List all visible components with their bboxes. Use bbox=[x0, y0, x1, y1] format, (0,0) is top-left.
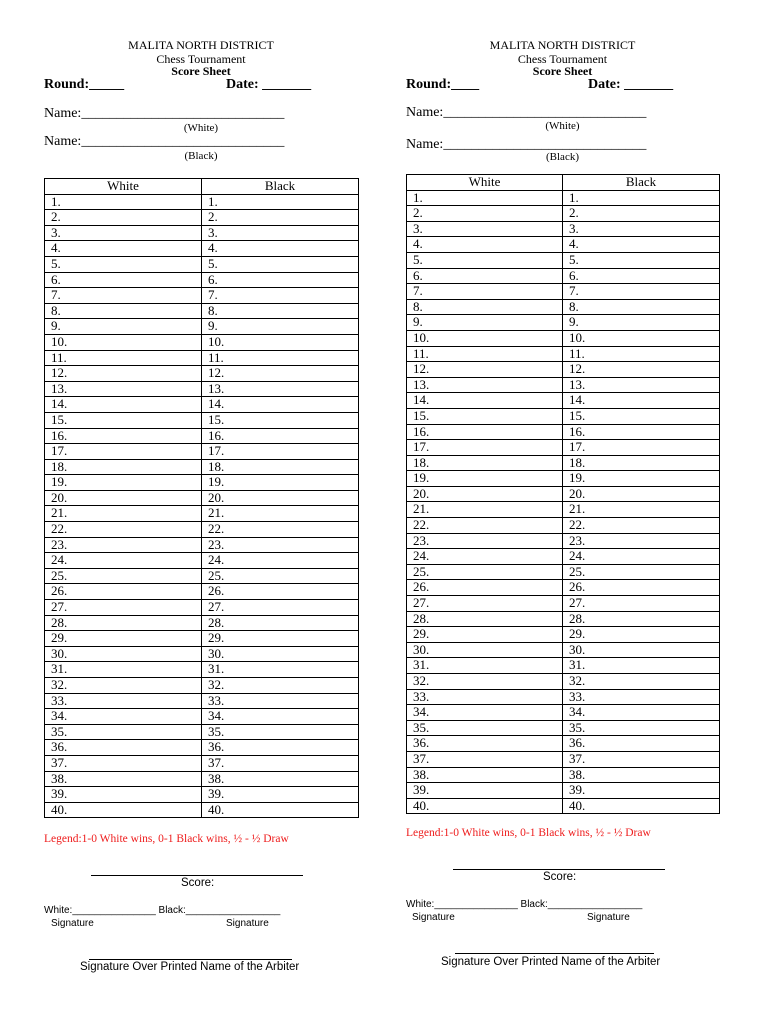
move-row bbox=[45, 334, 359, 350]
black-move-cell[interactable]: 3. bbox=[563, 221, 720, 237]
black-move-cell[interactable]: 1. bbox=[202, 194, 359, 210]
move-row bbox=[407, 611, 720, 627]
white-move-cell[interactable]: 24. bbox=[45, 553, 202, 569]
move-row bbox=[45, 771, 359, 787]
black-move-cell[interactable]: 14. bbox=[563, 393, 720, 409]
move-row bbox=[407, 237, 720, 253]
move-row bbox=[45, 802, 359, 818]
score-label: Score: bbox=[543, 871, 577, 883]
black-move-cell[interactable]: 40. bbox=[563, 798, 720, 814]
white-caption: (White) bbox=[183, 122, 219, 134]
black-move-cell[interactable]: 36. bbox=[563, 736, 720, 752]
arbiter-label: Signature Over Printed Name of the Arbiter bbox=[441, 956, 661, 968]
black-column-header: Black bbox=[563, 175, 720, 191]
move-row bbox=[45, 288, 359, 304]
black-move-cell[interactable]: 30. bbox=[202, 646, 359, 662]
move-row bbox=[45, 397, 359, 413]
black-caption: (Black) bbox=[546, 151, 579, 163]
black-move-cell[interactable]: 22. bbox=[563, 518, 720, 534]
round-field[interactable]: Round:_____ bbox=[44, 77, 125, 92]
black-move-cell[interactable]: 20. bbox=[202, 490, 359, 506]
white-move-cell[interactable]: 34. bbox=[407, 705, 563, 721]
white-signature-caption: Signature bbox=[51, 918, 94, 929]
white-move-cell[interactable]: 35. bbox=[45, 724, 202, 740]
move-row bbox=[407, 751, 720, 767]
move-row bbox=[407, 642, 720, 658]
black-move-cell[interactable]: 13. bbox=[563, 377, 720, 393]
move-row bbox=[45, 350, 359, 366]
black-move-cell[interactable]: 7. bbox=[202, 288, 359, 304]
score-line[interactable] bbox=[91, 875, 303, 876]
move-row bbox=[407, 455, 720, 471]
black-move-cell[interactable]: 10. bbox=[202, 334, 359, 350]
event-heading: Chess Tournament bbox=[156, 52, 246, 66]
white-move-cell[interactable]: 36. bbox=[45, 740, 202, 756]
move-row bbox=[45, 600, 359, 616]
move-row bbox=[407, 377, 720, 393]
move-row bbox=[45, 444, 359, 460]
move-row bbox=[45, 631, 359, 647]
white-move-cell[interactable]: 14. bbox=[45, 397, 202, 413]
move-row bbox=[407, 206, 720, 222]
arbiter-label: Signature Over Printed Name of the Arbiter bbox=[80, 961, 300, 973]
move-row bbox=[407, 471, 720, 487]
black-move-cell[interactable]: 18. bbox=[202, 459, 359, 475]
black-move-cell[interactable]: 20. bbox=[563, 486, 720, 502]
white-name-field[interactable]: Name:_____________________________ bbox=[44, 106, 285, 121]
black-move-cell[interactable]: 35. bbox=[202, 724, 359, 740]
move-row bbox=[45, 506, 359, 522]
white-move-cell[interactable]: 32. bbox=[407, 674, 563, 690]
white-move-cell[interactable]: 27. bbox=[407, 596, 563, 612]
white-move-cell[interactable]: 29. bbox=[407, 627, 563, 643]
black-move-cell[interactable]: 38. bbox=[563, 767, 720, 783]
move-row bbox=[45, 381, 359, 397]
black-move-cell[interactable]: 17. bbox=[563, 440, 720, 456]
black-move-cell[interactable]: 21. bbox=[202, 506, 359, 522]
moves-table-body bbox=[407, 190, 720, 814]
white-move-cell[interactable]: 39. bbox=[407, 783, 563, 799]
white-move-cell[interactable]: 4. bbox=[45, 241, 202, 257]
black-move-cell[interactable]: 37. bbox=[563, 751, 720, 767]
white-move-cell[interactable]: 32. bbox=[45, 678, 202, 694]
black-move-cell[interactable]: 11. bbox=[563, 346, 720, 362]
black-move-cell[interactable]: 32. bbox=[202, 678, 359, 694]
move-row bbox=[45, 553, 359, 569]
score-line[interactable] bbox=[453, 869, 665, 870]
white-move-cell[interactable]: 31. bbox=[407, 658, 563, 674]
black-move-cell[interactable]: 14. bbox=[202, 397, 359, 413]
white-move-cell[interactable]: 21. bbox=[45, 506, 202, 522]
black-move-cell[interactable]: 8. bbox=[563, 299, 720, 315]
black-move-cell[interactable]: 38. bbox=[202, 771, 359, 787]
moves-table bbox=[44, 178, 359, 818]
white-move-cell[interactable]: 1. bbox=[45, 194, 202, 210]
white-move-cell[interactable]: 10. bbox=[407, 330, 563, 346]
black-move-cell[interactable]: 28. bbox=[563, 611, 720, 627]
moves-table bbox=[406, 174, 720, 814]
white-move-cell[interactable]: 28. bbox=[45, 615, 202, 631]
move-row bbox=[407, 689, 720, 705]
move-row bbox=[45, 693, 359, 709]
white-move-cell[interactable]: 33. bbox=[45, 693, 202, 709]
black-move-cell[interactable]: 26. bbox=[563, 580, 720, 596]
black-move-cell[interactable]: 31. bbox=[202, 662, 359, 678]
black-move-cell[interactable]: 4. bbox=[563, 237, 720, 253]
move-row bbox=[45, 256, 359, 272]
round-field[interactable]: Round:____ bbox=[406, 77, 480, 92]
move-row bbox=[407, 190, 720, 206]
white-move-cell[interactable]: 40. bbox=[45, 802, 202, 818]
black-move-cell[interactable]: 23. bbox=[202, 537, 359, 553]
black-move-cell[interactable]: 23. bbox=[563, 533, 720, 549]
move-row bbox=[407, 252, 720, 268]
move-row bbox=[45, 787, 359, 803]
move-row bbox=[45, 490, 359, 506]
move-row bbox=[45, 428, 359, 444]
move-row bbox=[45, 475, 359, 491]
white-move-cell[interactable]: 27. bbox=[45, 600, 202, 616]
white-column-header: White bbox=[407, 175, 563, 191]
white-move-cell[interactable]: 34. bbox=[45, 709, 202, 725]
white-move-cell[interactable]: 23. bbox=[407, 533, 563, 549]
white-move-cell[interactable]: 25. bbox=[407, 564, 563, 580]
move-row bbox=[45, 615, 359, 631]
white-move-cell[interactable]: 23. bbox=[45, 537, 202, 553]
district-heading: MALITA NORTH DISTRICT bbox=[128, 38, 274, 52]
white-move-cell[interactable]: 40. bbox=[407, 798, 563, 814]
white-move-cell[interactable]: 8. bbox=[45, 303, 202, 319]
black-move-cell[interactable]: 12. bbox=[202, 366, 359, 382]
move-row bbox=[407, 674, 720, 690]
move-row bbox=[45, 194, 359, 210]
move-row bbox=[407, 580, 720, 596]
white-move-cell[interactable]: 5. bbox=[45, 256, 202, 272]
white-move-cell[interactable]: 12. bbox=[45, 366, 202, 382]
arbiter-signature-line[interactable] bbox=[89, 959, 292, 960]
move-row bbox=[407, 502, 720, 518]
black-move-cell[interactable]: 25. bbox=[563, 564, 720, 580]
black-move-cell[interactable]: 32. bbox=[563, 674, 720, 690]
white-move-cell[interactable]: 26. bbox=[407, 580, 563, 596]
white-move-cell[interactable]: 20. bbox=[45, 490, 202, 506]
black-move-cell[interactable]: 16. bbox=[202, 428, 359, 444]
move-row bbox=[407, 783, 720, 799]
white-move-cell[interactable]: 37. bbox=[45, 755, 202, 771]
black-move-cell[interactable]: 12. bbox=[563, 362, 720, 378]
black-move-cell[interactable]: 6. bbox=[202, 272, 359, 288]
move-row bbox=[407, 767, 720, 783]
black-move-cell[interactable]: 26. bbox=[202, 584, 359, 600]
move-row bbox=[45, 584, 359, 600]
white-move-cell[interactable]: 25. bbox=[45, 568, 202, 584]
move-row bbox=[407, 330, 720, 346]
signature-row[interactable]: White:_______________ Black:_________________ bbox=[44, 905, 281, 916]
black-move-cell[interactable]: 29. bbox=[563, 627, 720, 643]
black-move-cell[interactable]: 37. bbox=[202, 755, 359, 771]
move-row bbox=[45, 568, 359, 584]
black-signature-caption: Signature bbox=[226, 918, 269, 929]
white-move-cell[interactable]: 18. bbox=[407, 455, 563, 471]
arbiter-signature-line[interactable] bbox=[455, 953, 654, 954]
white-move-cell[interactable]: 19. bbox=[407, 471, 563, 487]
white-move-cell[interactable]: 2. bbox=[45, 210, 202, 226]
move-row bbox=[45, 241, 359, 257]
white-move-cell[interactable]: 33. bbox=[407, 689, 563, 705]
move-row bbox=[45, 740, 359, 756]
white-move-cell[interactable]: 12. bbox=[407, 362, 563, 378]
black-move-cell[interactable]: 29. bbox=[202, 631, 359, 647]
white-move-cell[interactable]: 2. bbox=[407, 206, 563, 222]
move-row bbox=[407, 798, 720, 814]
white-move-cell[interactable]: 37. bbox=[407, 751, 563, 767]
move-row bbox=[407, 346, 720, 362]
move-row bbox=[45, 303, 359, 319]
white-move-cell[interactable]: 11. bbox=[407, 346, 563, 362]
black-move-cell[interactable]: 19. bbox=[202, 475, 359, 491]
date-field[interactable]: Date: _______ bbox=[588, 77, 674, 92]
black-move-cell[interactable]: 25. bbox=[202, 568, 359, 584]
black-move-cell[interactable]: 35. bbox=[563, 720, 720, 736]
white-move-cell[interactable]: 35. bbox=[407, 720, 563, 736]
white-column-header: White bbox=[45, 179, 202, 195]
result-legend: Legend:1-0 White wins, 0-1 Black wins, ½ - ½ Draw bbox=[406, 827, 651, 839]
black-move-cell[interactable]: 10. bbox=[563, 330, 720, 346]
black-move-cell[interactable]: 9. bbox=[202, 319, 359, 335]
black-move-cell[interactable]: 17. bbox=[202, 444, 359, 460]
black-move-cell[interactable]: 5. bbox=[202, 256, 359, 272]
white-move-cell[interactable]: 17. bbox=[45, 444, 202, 460]
district-heading: MALITA NORTH DISTRICT bbox=[489, 38, 636, 52]
black-name-field[interactable]: Name:_____________________________ bbox=[406, 137, 647, 152]
black-move-cell[interactable]: 2. bbox=[202, 210, 359, 226]
move-row bbox=[407, 486, 720, 502]
white-move-cell[interactable]: 20. bbox=[407, 486, 563, 502]
black-move-cell[interactable]: 6. bbox=[563, 268, 720, 284]
move-row bbox=[45, 662, 359, 678]
move-row bbox=[45, 272, 359, 288]
move-row bbox=[45, 366, 359, 382]
white-move-cell[interactable]: 7. bbox=[407, 284, 563, 300]
move-row bbox=[45, 724, 359, 740]
move-row bbox=[45, 709, 359, 725]
move-row bbox=[407, 518, 720, 534]
move-row bbox=[45, 522, 359, 538]
white-move-cell[interactable]: 6. bbox=[407, 268, 563, 284]
white-move-cell[interactable]: 30. bbox=[45, 646, 202, 662]
black-move-cell[interactable]: 1. bbox=[563, 190, 720, 206]
black-move-cell[interactable]: 27. bbox=[202, 600, 359, 616]
white-move-cell[interactable]: 8. bbox=[407, 299, 563, 315]
white-move-cell[interactable]: 18. bbox=[45, 459, 202, 475]
white-move-cell[interactable]: 21. bbox=[407, 502, 563, 518]
move-row bbox=[407, 284, 720, 300]
white-move-cell[interactable]: 13. bbox=[407, 377, 563, 393]
black-move-cell[interactable]: 31. bbox=[563, 658, 720, 674]
move-row bbox=[407, 658, 720, 674]
move-row bbox=[407, 596, 720, 612]
date-field[interactable]: Date: _______ bbox=[226, 77, 312, 92]
white-move-cell[interactable]: 5. bbox=[407, 252, 563, 268]
black-move-cell[interactable]: 22. bbox=[202, 522, 359, 538]
black-move-cell[interactable]: 24. bbox=[563, 549, 720, 565]
move-row bbox=[407, 315, 720, 331]
white-move-cell[interactable]: 22. bbox=[407, 518, 563, 534]
move-row bbox=[407, 299, 720, 315]
white-move-cell[interactable]: 19. bbox=[45, 475, 202, 491]
white-move-cell[interactable]: 29. bbox=[45, 631, 202, 647]
black-move-cell[interactable]: 13. bbox=[202, 381, 359, 397]
black-move-cell[interactable]: 40. bbox=[202, 802, 359, 818]
black-move-cell[interactable]: 30. bbox=[563, 642, 720, 658]
white-move-cell[interactable]: 4. bbox=[407, 237, 563, 253]
move-row bbox=[407, 549, 720, 565]
black-move-cell[interactable]: 15. bbox=[563, 408, 720, 424]
black-column-header: Black bbox=[202, 179, 359, 195]
white-move-cell[interactable]: 11. bbox=[45, 350, 202, 366]
move-row bbox=[45, 210, 359, 226]
score-label: Score: bbox=[181, 877, 215, 889]
black-caption: (Black) bbox=[184, 150, 218, 162]
black-move-cell[interactable]: 24. bbox=[202, 553, 359, 569]
move-row bbox=[45, 319, 359, 335]
black-move-cell[interactable]: 4. bbox=[202, 241, 359, 257]
move-row bbox=[407, 393, 720, 409]
white-move-cell[interactable]: 9. bbox=[407, 315, 563, 331]
move-row bbox=[45, 755, 359, 771]
move-row bbox=[45, 646, 359, 662]
white-move-cell[interactable]: 38. bbox=[45, 771, 202, 787]
moves-table-header bbox=[45, 179, 359, 195]
move-row bbox=[407, 736, 720, 752]
white-signature-caption: Signature bbox=[412, 912, 455, 923]
white-move-cell[interactable]: 16. bbox=[45, 428, 202, 444]
move-row bbox=[45, 412, 359, 428]
black-move-cell[interactable]: 33. bbox=[563, 689, 720, 705]
white-move-cell[interactable]: 13. bbox=[45, 381, 202, 397]
black-move-cell[interactable]: 19. bbox=[563, 471, 720, 487]
move-row bbox=[407, 408, 720, 424]
sheet-title: Score Sheet bbox=[532, 64, 593, 78]
black-move-cell[interactable]: 27. bbox=[563, 596, 720, 612]
move-row bbox=[407, 440, 720, 456]
moves-table-body bbox=[45, 194, 359, 818]
move-row bbox=[407, 221, 720, 237]
black-move-cell[interactable]: 8. bbox=[202, 303, 359, 319]
white-move-cell[interactable]: 7. bbox=[45, 288, 202, 304]
white-move-cell[interactable]: 31. bbox=[45, 662, 202, 678]
move-row bbox=[45, 459, 359, 475]
black-move-cell[interactable]: 34. bbox=[563, 705, 720, 721]
white-move-cell[interactable]: 3. bbox=[45, 225, 202, 241]
black-move-cell[interactable]: 39. bbox=[563, 783, 720, 799]
white-name-field[interactable]: Name:_____________________________ bbox=[406, 105, 647, 120]
result-legend: Legend:1-0 White wins, 0-1 Black wins, ½ - ½ Draw bbox=[44, 833, 289, 845]
white-move-cell[interactable]: 15. bbox=[407, 408, 563, 424]
black-move-cell[interactable]: 39. bbox=[202, 787, 359, 803]
move-row bbox=[407, 720, 720, 736]
white-move-cell[interactable]: 1. bbox=[407, 190, 563, 206]
event-heading: Chess Tournament bbox=[517, 52, 608, 66]
move-row bbox=[45, 678, 359, 694]
black-move-cell[interactable]: 7. bbox=[563, 284, 720, 300]
white-move-cell[interactable]: 16. bbox=[407, 424, 563, 440]
black-move-cell[interactable]: 28. bbox=[202, 615, 359, 631]
white-move-cell[interactable]: 22. bbox=[45, 522, 202, 538]
move-row bbox=[407, 362, 720, 378]
white-move-cell[interactable]: 14. bbox=[407, 393, 563, 409]
white-move-cell[interactable]: 15. bbox=[45, 412, 202, 428]
black-move-cell[interactable]: 11. bbox=[202, 350, 359, 366]
black-move-cell[interactable]: 33. bbox=[202, 693, 359, 709]
signature-row[interactable]: White:_______________ Black:_________________ bbox=[406, 899, 643, 910]
moves-table-header bbox=[407, 175, 720, 191]
move-row bbox=[407, 533, 720, 549]
black-signature-caption: Signature bbox=[587, 912, 630, 923]
move-row bbox=[407, 705, 720, 721]
white-move-cell[interactable]: 17. bbox=[407, 440, 563, 456]
move-row bbox=[407, 424, 720, 440]
black-move-cell[interactable]: 21. bbox=[563, 502, 720, 518]
black-move-cell[interactable]: 2. bbox=[563, 206, 720, 222]
black-name-field[interactable]: Name:_____________________________ bbox=[44, 134, 285, 149]
white-move-cell[interactable]: 6. bbox=[45, 272, 202, 288]
white-move-cell[interactable]: 28. bbox=[407, 611, 563, 627]
move-row bbox=[45, 225, 359, 241]
black-move-cell[interactable]: 5. bbox=[563, 252, 720, 268]
black-move-cell[interactable]: 3. bbox=[202, 225, 359, 241]
white-move-cell[interactable]: 30. bbox=[407, 642, 563, 658]
white-caption: (White) bbox=[545, 120, 580, 132]
move-row bbox=[407, 564, 720, 580]
white-move-cell[interactable]: 26. bbox=[45, 584, 202, 600]
black-move-cell[interactable]: 18. bbox=[563, 455, 720, 471]
black-move-cell[interactable]: 34. bbox=[202, 709, 359, 725]
move-row bbox=[407, 627, 720, 643]
black-move-cell[interactable]: 9. bbox=[563, 315, 720, 331]
white-move-cell[interactable]: 9. bbox=[45, 319, 202, 335]
black-move-cell[interactable]: 16. bbox=[563, 424, 720, 440]
move-row bbox=[407, 268, 720, 284]
white-move-cell[interactable]: 39. bbox=[45, 787, 202, 803]
black-move-cell[interactable]: 36. bbox=[202, 740, 359, 756]
white-move-cell[interactable]: 10. bbox=[45, 334, 202, 350]
white-move-cell[interactable]: 36. bbox=[407, 736, 563, 752]
white-move-cell[interactable]: 24. bbox=[407, 549, 563, 565]
sheet-title: Score Sheet bbox=[171, 64, 231, 78]
white-move-cell[interactable]: 3. bbox=[407, 221, 563, 237]
white-move-cell[interactable]: 38. bbox=[407, 767, 563, 783]
black-move-cell[interactable]: 15. bbox=[202, 412, 359, 428]
move-row bbox=[45, 537, 359, 553]
